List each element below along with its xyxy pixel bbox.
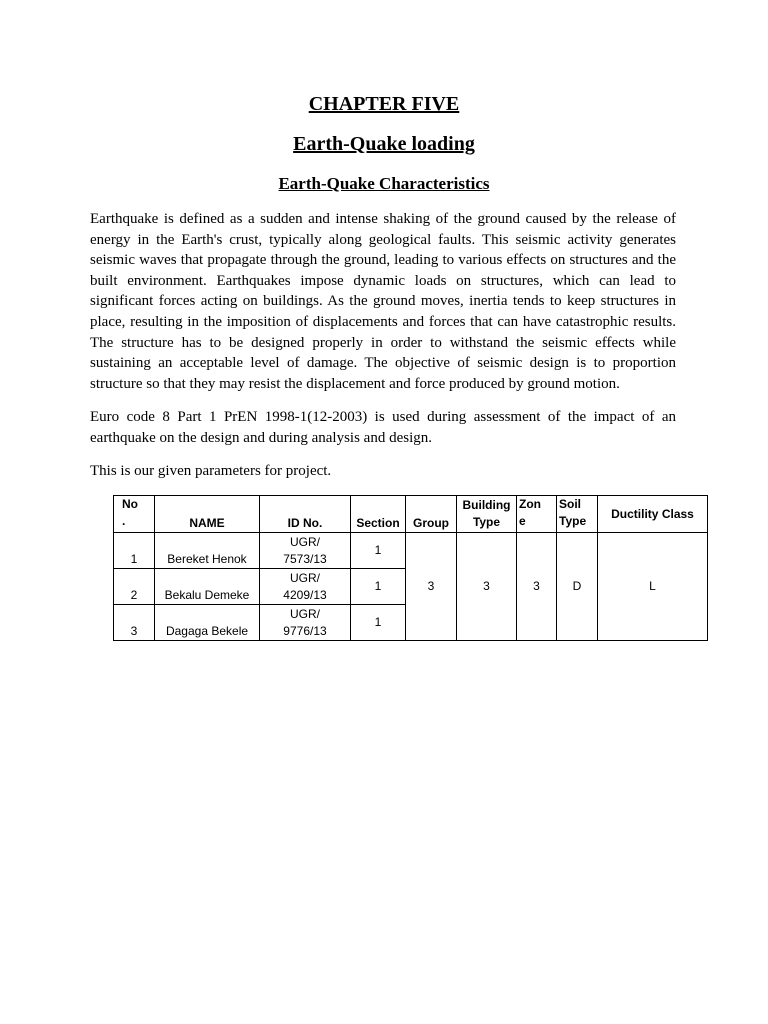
row-id-no: UGR/ 7573/13	[260, 533, 351, 569]
paragraph-eurocode: Euro code 8 Part 1 PrEN 1998-1(12-2003) is used during assessment of the impact of an earthquake on the design and during analysis and design.	[90, 409, 676, 446]
row-name: Bekalu Demeke	[155, 569, 260, 605]
paragraph-parameters-intro: This is our given parameters for project.	[90, 463, 332, 479]
row-name: Bereket Henok	[155, 533, 260, 569]
row-name: Dagaga Bekele	[155, 605, 260, 641]
row-section: 1	[351, 533, 406, 569]
row-id-no: UGR/ 4209/13	[260, 569, 351, 605]
header-zone: Zon e	[517, 496, 557, 533]
header-group: Group	[406, 496, 457, 533]
header-name: NAME	[155, 496, 260, 533]
header-no: No .	[114, 496, 155, 533]
chapter-title: CHAPTER FIVE	[308, 93, 460, 115]
header-ductility-class: Ductility Class	[598, 496, 708, 533]
table-row	[114, 533, 708, 569]
row-id-no: UGR/ 9776/13	[260, 605, 351, 641]
row-section: 1	[351, 569, 406, 605]
cell-zone: 3	[517, 533, 557, 641]
header-building-type: Building Type	[457, 496, 517, 533]
header-section: Section	[351, 496, 406, 533]
row-no: 2	[114, 569, 155, 605]
row-section: 1	[351, 605, 406, 641]
table-header-row	[114, 496, 708, 533]
cell-soil-type: D	[557, 533, 598, 641]
paragraph-earthquake-definition: Earthquake is defined as a sudden and intense shaking of the ground caused by the release of energy in the Earth's crust, typically along geological faults. This seismic activity generates seismic waves that propagate through the ground, leading to various effects on structures and the built environment. Earthquakes impose dynamic loads on structures, which can lead to significant forces acting on buildings. As the ground moves, inertia tends to keep structures in place, resulting in the imposition of displacements and forces that can have catastrophic results. The structure has to be designed properly in order to withstand the seismic effects while sustaining an acceptable level of damage. The objective of seismic design is to proportion structure so that they may resist the displacement and force produced by ground motion.	[90, 211, 676, 392]
cell-group: 3	[406, 533, 457, 641]
cell-building-type: 3	[457, 533, 517, 641]
row-no: 3	[114, 605, 155, 641]
parameters-table	[113, 495, 708, 641]
header-id-no: ID No.	[260, 496, 351, 533]
subsection-title: Earth-Quake Characteristics	[278, 174, 490, 193]
row-no: 1	[114, 533, 155, 569]
header-soil-type: Soil Type	[557, 496, 598, 533]
section-title: Earth-Quake loading	[293, 133, 475, 155]
cell-ductility-class: L	[598, 533, 708, 641]
